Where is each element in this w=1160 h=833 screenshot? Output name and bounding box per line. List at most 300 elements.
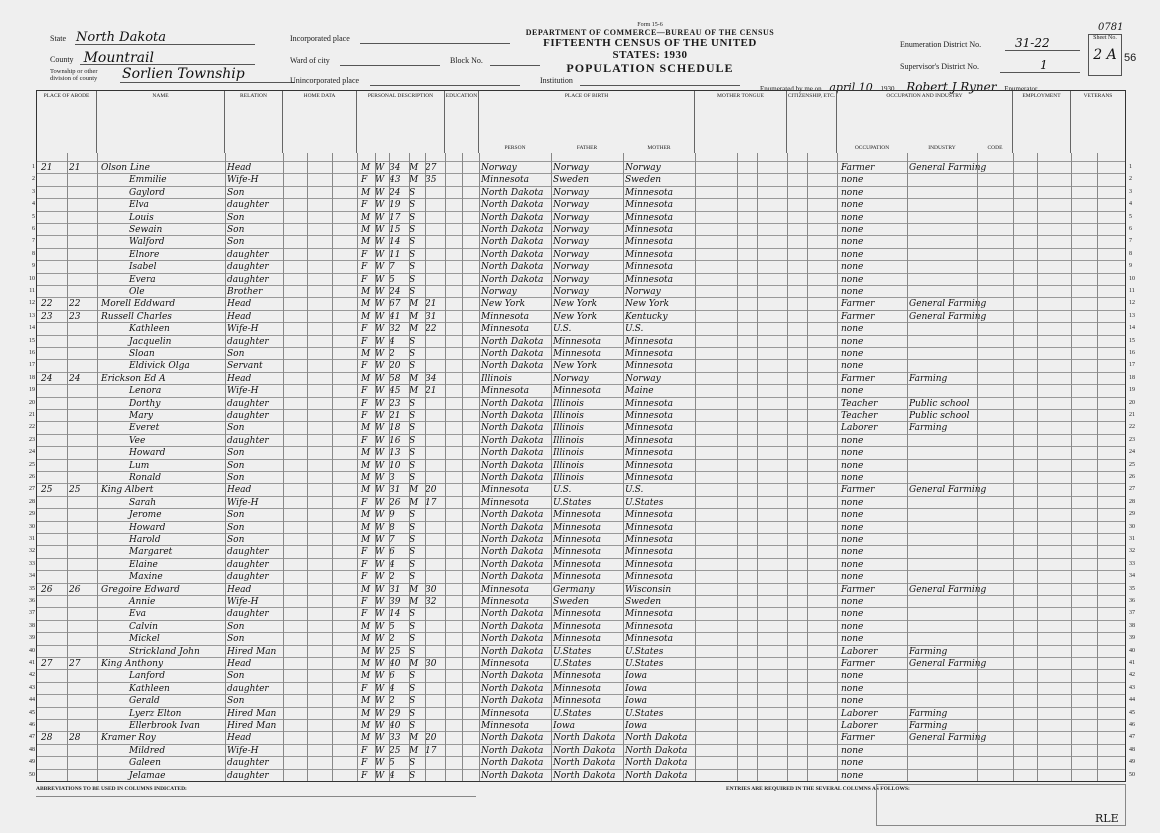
cell-ms: S	[409, 225, 416, 235]
cell-sex: F	[361, 683, 368, 694]
cell-p: New York	[481, 299, 526, 310]
table-row	[29, 384, 1135, 397]
cell-ms: S	[409, 448, 416, 459]
cell-rel: Head	[227, 311, 252, 322]
institution-underline	[580, 85, 740, 86]
cell-rel: daughter	[227, 770, 269, 781]
table-row	[29, 322, 1135, 335]
cell-m: Minnesota	[625, 423, 674, 434]
line-number-right: 26	[1129, 474, 1135, 480]
cell-ma: 31	[425, 311, 437, 322]
cell-ms: S	[409, 510, 416, 521]
cell-name: Jerome	[129, 510, 162, 521]
birth-father-header: FATHER	[576, 145, 598, 151]
table-row	[29, 471, 1135, 483]
cell-p: North Dakota	[481, 634, 544, 645]
cell-ma: 20	[425, 733, 437, 744]
cell-ms: S	[409, 547, 416, 558]
table-row	[29, 744, 1135, 756]
cell-m: Minnesota	[625, 448, 674, 459]
cell-name: Mildred	[129, 745, 166, 756]
enum-district-underline	[1005, 50, 1080, 51]
line-number-right: 29	[1129, 511, 1135, 518]
cell-race: W	[375, 621, 385, 632]
cell-m: Norway	[625, 373, 661, 384]
table-row	[29, 496, 1135, 508]
cell-sex: M	[361, 225, 371, 235]
cell-occ: none	[841, 237, 864, 248]
cell-p: North Dakota	[481, 547, 544, 558]
cell-name: Harold	[129, 535, 161, 545]
line-number: 48	[29, 746, 35, 753]
column-rule	[907, 153, 908, 781]
line-number-right: 45	[1129, 709, 1135, 716]
cell-occ: Farmer	[841, 485, 875, 496]
cell-name: Sewain	[129, 225, 163, 235]
line-number-right: 19	[1129, 387, 1135, 394]
cell-m: Iowa	[625, 696, 648, 707]
cell-p: North Dakota	[481, 683, 544, 694]
table-row	[29, 583, 1135, 595]
cell-ms: M	[409, 373, 419, 384]
cell-name: Margaret	[129, 547, 173, 558]
cell-p: Minnesota	[481, 708, 530, 719]
supervisor-underline	[1000, 72, 1080, 73]
cell-occ: none	[841, 448, 864, 459]
cell-occ: none	[841, 386, 864, 397]
line-number-right: 47	[1129, 734, 1135, 741]
cell-race: W	[375, 683, 385, 694]
line-number-right: 49	[1129, 759, 1135, 766]
cell-name: Lum	[129, 460, 150, 471]
enumerated-label: Enumerated by me on	[760, 85, 822, 93]
cell-age: 29	[389, 708, 401, 719]
cell-name: Sloan	[129, 349, 155, 359]
cell-occ: none	[841, 609, 864, 620]
column-rule	[357, 153, 358, 781]
cell-age: 4	[389, 559, 395, 570]
form-number: Form 15-6	[637, 22, 663, 28]
cell-race: W	[375, 547, 385, 558]
corner-mark: RLE	[1095, 812, 1119, 825]
column-rule	[757, 153, 758, 781]
cell-f: Sweden	[553, 597, 590, 607]
cell-f: Norway	[553, 249, 589, 260]
state-label: State	[50, 34, 66, 43]
cell-m: Minnesota	[625, 274, 674, 285]
cell-name: Gerald	[129, 696, 160, 707]
cell-f: Germany	[553, 584, 595, 595]
cell-age: 2	[389, 572, 395, 583]
col-veterans: VETERANS	[1083, 93, 1113, 99]
cell-rel: Wife-H	[227, 386, 259, 397]
cell-p: North Dakota	[481, 510, 544, 521]
cell-f: Norway	[553, 274, 589, 285]
cell-f: Norway	[553, 287, 589, 297]
cell-ma: 20	[425, 485, 437, 496]
line-number: 46	[29, 722, 35, 728]
enum-district-value: 31-22	[1015, 36, 1050, 50]
table-row	[29, 731, 1135, 744]
abbrev-table	[36, 796, 476, 825]
cell-name: Elva	[129, 200, 149, 211]
cell-rel: Son	[227, 237, 245, 248]
cell-race: W	[375, 274, 385, 285]
place-of-birth-title: PLACE OF BIRTH	[564, 93, 609, 99]
cell-age: 33	[389, 733, 401, 744]
line-number: 10	[29, 275, 35, 282]
cell-f: U.States	[553, 659, 592, 669]
census-title: FIFTEENTH CENSUS OF THE UNITED STATES: 1930	[543, 37, 757, 61]
cell-ms: M	[409, 324, 419, 335]
cell-name: Russell Charles	[101, 311, 172, 322]
county-underline	[80, 64, 255, 65]
cell-race: W	[375, 708, 385, 719]
column-rule	[389, 153, 390, 781]
cell-ma: 30	[425, 584, 437, 595]
column-rule	[807, 153, 808, 781]
cell-p: North Dakota	[481, 460, 544, 471]
cell-f: Minnesota	[553, 683, 602, 694]
cell-sex: F	[361, 361, 368, 372]
cell-f: Minnesota	[553, 559, 602, 570]
cell-age: 14	[389, 237, 401, 248]
line-number: 50	[29, 771, 35, 778]
title-block	[520, 22, 780, 76]
cell-ma: 35	[425, 175, 437, 186]
cell-rel: Head	[227, 163, 252, 173]
cell-name: Jelamae	[129, 770, 166, 781]
cell-rel: daughter	[227, 262, 269, 273]
line-number-right: 40	[1129, 647, 1135, 654]
cell-race: W	[375, 423, 385, 434]
cell-m: Minnesota	[625, 225, 674, 235]
cell-m: Iowa	[625, 721, 648, 731]
cell-occ: Laborer	[841, 721, 878, 731]
cell-age: 24	[389, 287, 401, 297]
cell-sex: F	[361, 175, 368, 186]
cell-rel: daughter	[227, 435, 269, 446]
cell-ms: M	[409, 175, 419, 186]
cell-p: North Dakota	[481, 361, 544, 372]
line-number: 29	[29, 511, 35, 518]
ward-underline	[340, 65, 440, 66]
cell-ind: General Farming	[909, 584, 987, 595]
cell-name: Mary	[129, 411, 153, 421]
cell-race: W	[375, 336, 385, 347]
cell-ma: 17	[425, 745, 437, 756]
cell-age: 23	[389, 398, 401, 409]
cell-race: W	[375, 485, 385, 496]
cell-age: 7	[389, 535, 395, 545]
cell-occ: none	[841, 435, 864, 446]
cell-p: Minnesota	[481, 497, 530, 508]
cell-name: Galeen	[129, 758, 161, 769]
line-number-right: 25	[1129, 461, 1135, 468]
cell-f: Minnesota	[553, 671, 602, 682]
cell-name: Kramer Roy	[101, 733, 156, 744]
cell-name: Louis	[129, 212, 154, 223]
table-row	[29, 459, 1135, 471]
cell-age: 67	[389, 299, 401, 310]
cell-ms: M	[409, 386, 419, 397]
cell-ms: S	[409, 435, 416, 446]
cell-occ: Farmer	[841, 733, 875, 744]
cell-fam: 21	[69, 163, 81, 173]
cell-race: W	[375, 559, 385, 570]
cell-sex: F	[361, 497, 368, 508]
table-row	[29, 756, 1135, 769]
cell-ind: Farming	[909, 646, 948, 657]
table-row	[29, 446, 1135, 459]
cell-race: W	[375, 609, 385, 620]
cell-age: 5	[389, 274, 395, 285]
table-row	[29, 669, 1135, 682]
line-number-right: 17	[1129, 362, 1135, 369]
cell-m: North Dakota	[625, 770, 688, 781]
table-row	[32, 173, 1132, 186]
column-rule	[737, 153, 738, 781]
line-number: 28	[29, 498, 35, 505]
cell-fam: 27	[69, 659, 81, 669]
table-row	[29, 409, 1135, 421]
cell-m: Minnesota	[625, 262, 674, 273]
cell-name: Elnore	[129, 249, 160, 260]
table-row	[29, 719, 1135, 731]
cell-name: Eldivick Olga	[129, 361, 190, 372]
cell-rel: Son	[227, 349, 245, 359]
cell-occ: Laborer	[841, 646, 878, 657]
supervisor-value: 1	[1040, 58, 1048, 72]
cell-f: Norway	[553, 262, 589, 273]
column-rule	[225, 153, 226, 781]
cell-sex: F	[361, 559, 368, 570]
line-number: 45	[29, 709, 35, 716]
cell-m: U.S.	[625, 324, 644, 335]
cell-m: Minnesota	[625, 237, 674, 248]
cell-ms: M	[409, 659, 419, 669]
cell-ind: General Farming	[909, 163, 987, 173]
enumerated-year: 1930	[880, 85, 895, 93]
cell-rel: Head	[227, 299, 252, 310]
cell-race: W	[375, 758, 385, 769]
column-rule	[332, 153, 333, 781]
cell-ind: Public school	[909, 398, 970, 409]
table-row	[29, 285, 1135, 297]
cell-age: 17	[389, 212, 401, 223]
column-rule	[97, 153, 98, 781]
cell-race: W	[375, 572, 385, 583]
line-number-right: 20	[1129, 399, 1135, 406]
col-occupation	[837, 91, 1013, 153]
table-row	[29, 508, 1135, 521]
cell-race: W	[375, 473, 385, 483]
cell-age: 9	[389, 510, 395, 521]
line-number: 6	[32, 226, 35, 232]
cell-rel: Hired Man	[227, 646, 277, 657]
cell-race: W	[375, 187, 385, 198]
cell-occ: none	[841, 597, 864, 607]
cell-sex: M	[361, 373, 371, 384]
cell-p: North Dakota	[481, 522, 544, 533]
cell-m: Minnesota	[625, 249, 674, 260]
cell-age: 32	[389, 324, 401, 335]
cell-dw: 25	[41, 485, 53, 496]
cell-name: Olson Line	[101, 163, 150, 173]
table-row	[32, 186, 1132, 198]
cell-rel: daughter	[227, 336, 269, 347]
cell-race: W	[375, 510, 385, 521]
cell-f: Minnesota	[553, 349, 602, 359]
cell-name: King Anthony	[101, 659, 164, 669]
cell-m: North Dakota	[625, 758, 688, 769]
cell-sex: F	[361, 770, 368, 781]
cell-rel: daughter	[227, 398, 269, 409]
cell-m: North Dakota	[625, 733, 688, 744]
occ-occupation-header: OCCUPATION	[854, 145, 890, 151]
cell-f: North Dakota	[553, 758, 616, 769]
cell-name: Lenora	[129, 386, 162, 397]
cell-rel: Wife-H	[227, 497, 259, 508]
cell-ms: S	[409, 249, 416, 260]
cell-rel: daughter	[227, 758, 269, 769]
cell-race: W	[375, 361, 385, 372]
cell-age: 14	[389, 609, 401, 620]
column-rule	[479, 153, 480, 781]
cell-age: 2	[389, 634, 395, 645]
cell-sex: F	[361, 745, 368, 756]
cell-ma: 21	[425, 299, 437, 310]
table-row	[29, 632, 1135, 645]
cell-ms: S	[409, 361, 416, 372]
cell-race: W	[375, 200, 385, 211]
cell-m: U.States	[625, 708, 664, 719]
cell-ma: 30	[425, 659, 437, 669]
cell-occ: none	[841, 349, 864, 359]
cell-occ: none	[841, 547, 864, 558]
line-number: 43	[29, 684, 35, 691]
enumerator-signature: Robert J Ryner	[906, 80, 997, 94]
cell-race: W	[375, 435, 385, 446]
cell-age: 3	[389, 473, 395, 483]
cell-ms: S	[409, 212, 416, 223]
cell-ms: S	[409, 621, 416, 632]
column-rule	[551, 153, 552, 781]
cell-f: Norway	[553, 373, 589, 384]
line-number-right: 8	[1129, 250, 1132, 257]
cell-ms: S	[409, 721, 416, 731]
enumerated-date: april 10	[829, 81, 873, 94]
county-label: County	[50, 55, 74, 64]
table-row	[29, 359, 1135, 372]
line-number: 37	[29, 610, 35, 617]
cell-m: Minnesota	[625, 609, 674, 620]
cell-race: W	[375, 535, 385, 545]
line-number: 12	[29, 300, 35, 307]
cell-name: Everet	[129, 423, 160, 434]
cell-sex: M	[361, 584, 371, 595]
cell-m: Norway	[625, 287, 661, 297]
cell-ms: M	[409, 497, 419, 508]
line-number-right: 9	[1129, 263, 1132, 270]
cell-sex: M	[361, 535, 371, 545]
cell-sex: F	[361, 547, 368, 558]
cell-age: 5	[389, 758, 395, 769]
cell-rel: Son	[227, 522, 245, 533]
entries-title: ENTRIES ARE REQUIRED IN THE SEVERAL COLUMNS AS FOLLOWS:	[726, 786, 910, 792]
column-rule	[1013, 153, 1014, 781]
cell-m: New York	[625, 299, 670, 310]
line-number: 17	[29, 362, 35, 369]
state-value: North Dakota	[76, 30, 166, 45]
cell-dw: 23	[41, 311, 53, 322]
cell-rel: Head	[227, 584, 252, 595]
column-rule	[1037, 153, 1038, 781]
cell-sex: M	[361, 473, 371, 483]
column-rule	[409, 153, 410, 781]
cell-ind: Farming	[909, 708, 948, 719]
column-rule	[283, 153, 284, 781]
cell-p: North Dakota	[481, 671, 544, 682]
occupation-title: OCCUPATION AND INDUSTRY	[886, 93, 963, 99]
line-number-right: 21	[1129, 412, 1135, 418]
cell-rel: Wife-H	[227, 324, 259, 335]
cell-dw: 21	[41, 163, 53, 173]
line-number: 27	[29, 486, 35, 493]
cell-sex: M	[361, 659, 371, 669]
cell-sex: F	[361, 572, 368, 583]
line-number-right: 14	[1129, 325, 1135, 332]
cell-p: North Dakota	[481, 225, 544, 235]
state-field	[50, 30, 166, 45]
cell-rel: Son	[227, 621, 245, 632]
cell-m: Norway	[625, 163, 661, 173]
col-mother-tongue: MOTHER TONGUE	[695, 91, 787, 153]
cell-occ: Teacher	[841, 411, 878, 421]
table-row	[29, 372, 1135, 384]
table-row	[29, 694, 1135, 707]
column-rule	[977, 153, 978, 781]
line-number-right: 27	[1129, 486, 1135, 493]
cell-rel: Hired Man	[227, 721, 277, 731]
cell-age: 25	[389, 646, 401, 657]
cell-ms: S	[409, 237, 416, 248]
cell-rel: Son	[227, 671, 245, 682]
abbrev-title: ABBREVIATIONS TO BE USED IN COLUMNS INDICATED:	[36, 786, 187, 792]
cell-occ: none	[841, 758, 864, 769]
cell-sex: M	[361, 733, 371, 744]
table-row	[29, 570, 1135, 583]
birth-person-header: PERSON	[504, 145, 526, 151]
cell-p: North Dakota	[481, 758, 544, 769]
entries-table	[876, 784, 1126, 826]
cell-age: 13	[389, 448, 401, 459]
cell-rel: Son	[227, 696, 245, 707]
cell-f: Minnesota	[553, 336, 602, 347]
cell-age: 43	[389, 175, 401, 186]
cell-m: U.States	[625, 659, 664, 669]
cell-f: North Dakota	[553, 745, 616, 756]
line-number-right: 46	[1129, 722, 1135, 728]
table-row	[32, 260, 1132, 273]
cell-ms: S	[409, 349, 416, 359]
line-number-right: 11	[1129, 288, 1135, 294]
cell-ms: M	[409, 597, 419, 607]
cell-ms: S	[409, 200, 416, 211]
population-grid	[29, 90, 1135, 782]
cell-p: North Dakota	[481, 696, 544, 707]
line-number-right: 34	[1129, 573, 1135, 580]
